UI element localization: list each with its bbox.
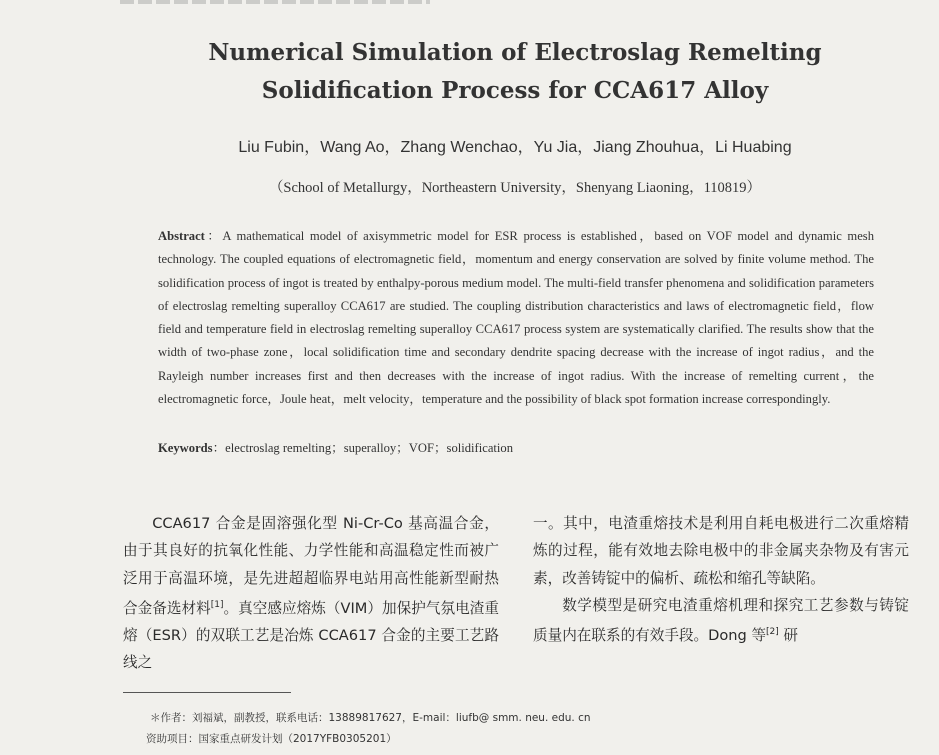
citation-ref: [2]	[766, 627, 779, 638]
keywords	[158, 437, 874, 456]
footnote-funding: 资助项目：国家重点研发计划（2017YFB0305201）	[146, 733, 397, 745]
abstract	[158, 225, 874, 411]
author-list: Liu Fubin，Wang Ao，Zhang Wenchao，Yu Jia，Jiang Zhouhua，Li Huabing	[238, 139, 792, 156]
body-paragraph	[533, 592, 909, 649]
title-line-1: Numerical Simulation of Electroslag Remelting	[208, 39, 822, 66]
abstract-label: Abstract	[158, 229, 205, 243]
body-text: CCA617 合金是固溶强化型 Ni-Cr-Co 基高温合金，由于其良好的抗氧化性能、力学性能和高温稳定性而被广泛用于高温环境，是先进超超临界电站用高性能新型耐热合金备选材料	[123, 515, 499, 617]
body-column-right	[533, 510, 909, 649]
body-paragraph: 一。其中，电渣重熔技术是利用自耗电极进行二次重熔精炼的过程，能有效地去除电极中的非金属夹杂物及有害元素，改善铸锭中的偏析、疏松和缩孔等缺陷。	[533, 515, 909, 587]
body-text: 。真空感应熔炼（VIM）加保护气氛电渣重熔（ESR）的双联工艺是冶炼 CCA617 合金的主要工艺路线之	[123, 599, 499, 672]
keywords-text: ：electroslag remelting；superalloy；VOF；solidification	[212, 441, 514, 455]
body-text: 数学模型是研究电渣重熔机理和探究工艺参数与铸锭质量内在联系的有效手段。Dong 等	[533, 596, 909, 645]
citation-ref: [1]	[210, 599, 224, 610]
footnote-author: ＊作者：刘福斌，副教授，联系电话：13889817627，E-mail：liufb@ smm. neu. edu. cn	[150, 712, 591, 724]
abstract-text: ：A mathematical model of axisymmetric model for ESR process is established，based on VOF model and dynamic mesh technology. The coupled equations of electromagnetic field，momentum and energy conservation are solved by finite volume method. The solidification process of ingot is treated by enthalpy-porous medium model. The multi-field transfer phenomena and solidification parameters of electroslag remelting superalloy CCA617 are studied. The coupling distribution characteristics and laws of electromagnetic field，flow field and temperature field in electroslag remelting superalloy CCA617 process system are systematically clarified. The results show that the width of two-phase zone，local solidification time and secondary dendrite spacing decrease with the increase of ingot radius，and the Rayleigh number increases first and then decreases with the increase of ingot radius. With the increase of remelting current，the electromagnetic force，Joule heat，melt velocity，temperature and the possibility of black spot formation increase correspondingly.	[158, 229, 874, 407]
paper-title	[170, 34, 860, 110]
body-paragraph	[123, 510, 499, 677]
keywords-label: Keywords	[158, 441, 213, 455]
footnote-divider	[123, 692, 291, 693]
cropped-header-text	[120, 0, 430, 4]
title-line-2: Solidification Process for CCA617 Alloy	[261, 77, 769, 104]
body-text: 研	[778, 627, 799, 645]
body-column-left	[123, 510, 499, 677]
affiliation: （School of Metallurgy，Northeastern University，Shenyang Liaoning，110819）	[268, 180, 762, 196]
